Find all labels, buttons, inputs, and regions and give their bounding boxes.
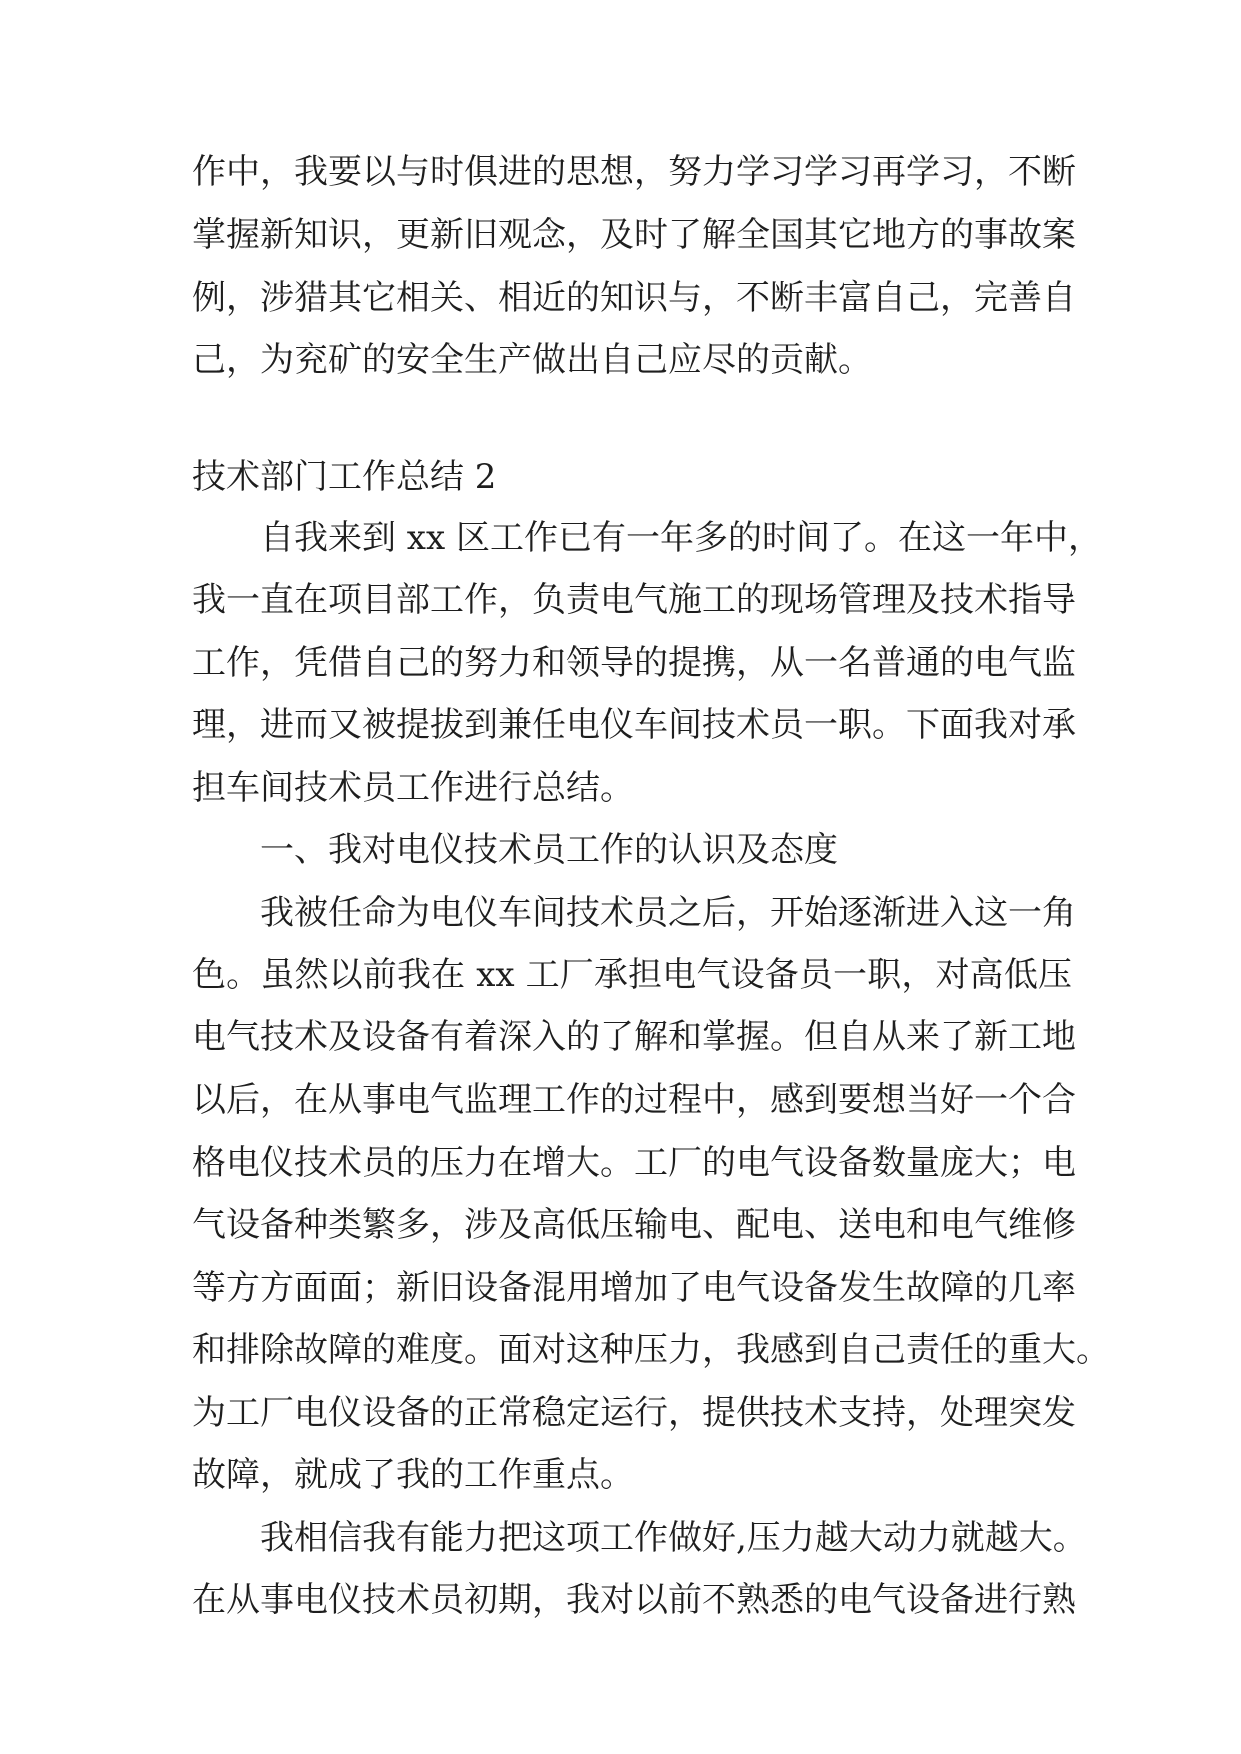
text-line: 例，涉猎其它相关、相近的知识与，不断丰富自己，完善自 — [192, 278, 1076, 318]
text-line: 格电仪技术员的压力在增大。工厂的电气设备数量庞大；电 — [192, 1143, 1076, 1183]
text-line: 工作，凭借自己的努力和领导的提携，从一名普通的电气监 — [192, 643, 1076, 683]
text-line: 等方方面面；新旧设备混用增加了电气设备发生故障的几率 — [192, 1268, 1076, 1308]
text-line: 以后，在从事电气监理工作的过程中，感到要想当好一个合 — [192, 1080, 1076, 1120]
text-line: 色。虽然以前我在 xx 工厂承担电气设备员一职，对高低压 — [192, 955, 1072, 995]
text-line: 掌握新知识，更新旧观念，及时了解全国其它地方的事故案 — [192, 215, 1076, 255]
text-line: 和排除故障的难度。面对这种压力，我感到自己责任的重大。 — [192, 1330, 1110, 1370]
text-line: 我一直在项目部工作，负责电气施工的现场管理及技术指导 — [192, 580, 1076, 620]
subheading: 一、我对电仪技术员工作的认识及态度 — [260, 830, 838, 870]
text-line: 担车间技术员工作进行总结。 — [192, 768, 634, 808]
text-line: 气设备种类繁多，涉及高低压输电、配电、送电和电气维修 — [192, 1205, 1076, 1245]
text-line: 我被任命为电仪车间技术员之后，开始逐渐进入这一角 — [260, 893, 1076, 933]
text-line: 故障，就成了我的工作重点。 — [192, 1455, 634, 1495]
text-line: 理，进而又被提拔到兼任电仪车间技术员一职。下面我对承 — [192, 705, 1076, 745]
text-line: 自我来到 xx 区工作已有一年多的时间了。在这一年中， — [260, 518, 1102, 558]
section-title: 技术部门工作总结 2 — [192, 457, 497, 497]
text-line: 己，为兖矿的安全生产做出自己应尽的贡献。 — [192, 340, 872, 380]
text-line: 在从事电仪技术员初期，我对以前不熟悉的电气设备进行熟 — [192, 1580, 1076, 1620]
text-line: 作中，我要以与时俱进的思想，努力学习学习再学习，不断 — [192, 152, 1076, 192]
text-line: 为工厂电仪设备的正常稳定运行，提供技术支持，处理突发 — [192, 1393, 1076, 1433]
text-line: 我相信我有能力把这项工作做好,压力越大动力就越大。 — [260, 1518, 1087, 1558]
text-line: 电气技术及设备有着深入的了解和掌握。但自从来了新工地 — [192, 1017, 1076, 1057]
